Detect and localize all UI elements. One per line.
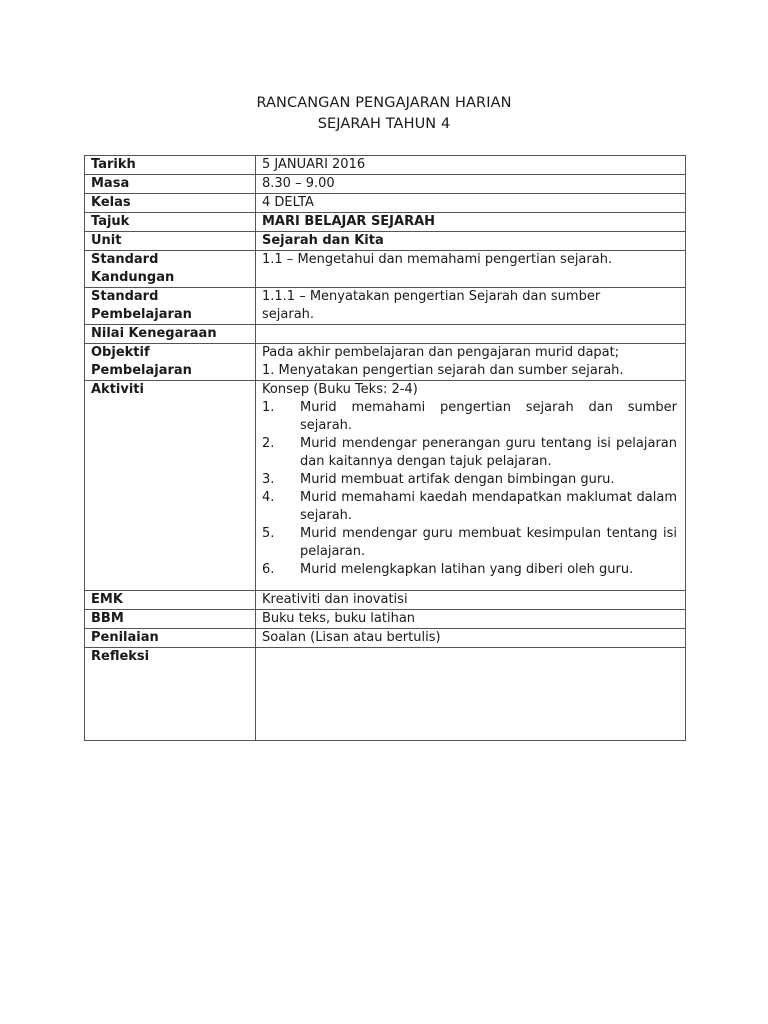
value-masa: 8.30 – 9.00 — [256, 175, 686, 194]
aktiviti-list — [262, 399, 679, 579]
document-title — [0, 93, 768, 135]
row-standard-kandungan — [85, 251, 686, 288]
row-nilai-kenegaraan — [85, 325, 686, 344]
list-item-number: 1. — [262, 400, 275, 415]
row-standard-pembelajaran — [85, 288, 686, 325]
list-item — [262, 399, 679, 435]
value-standard-kandungan: 1.1 – Mengetahui dan memahami pengertian sejarah. — [256, 251, 686, 288]
list-item-text: Murid membuat artifak dengan bimbingan guru. — [300, 472, 615, 487]
list-item — [262, 435, 679, 471]
label-standard-kandungan — [85, 251, 256, 288]
value-refleksi — [256, 648, 686, 741]
list-item-number: 5. — [262, 526, 275, 541]
label-standard-kandungan-line1: Standard — [91, 252, 159, 267]
label-standard-kandungan-line2: Kandungan — [91, 270, 175, 285]
value-objektif — [256, 344, 686, 381]
value-nilai-kenegaraan — [256, 325, 686, 344]
row-emk — [85, 591, 686, 610]
label-masa: Masa — [85, 175, 256, 194]
label-objektif — [85, 344, 256, 381]
label-objektif-line2: Pembelajaran — [91, 363, 192, 378]
label-standard-pembelajaran-line1: Standard — [91, 289, 159, 304]
row-refleksi — [85, 648, 686, 741]
row-objektif — [85, 344, 686, 381]
label-penilaian: Penilaian — [85, 629, 256, 648]
label-nilai-kenegaraan: Nilai Kenegaraan — [85, 325, 256, 344]
label-kelas: Kelas — [85, 194, 256, 213]
label-standard-pembelajaran-line2: Pembelajaran — [91, 307, 192, 322]
aktiviti-intro: Konsep (Buku Teks: 2-4) — [262, 382, 418, 397]
row-masa — [85, 175, 686, 194]
value-unit: Sejarah dan Kita — [256, 232, 686, 251]
row-tajuk — [85, 213, 686, 232]
list-item-text: Murid mendengar guru membuat kesimpulan tentang isi pelajaran. — [300, 526, 677, 559]
row-penilaian — [85, 629, 686, 648]
list-item-number: 2. — [262, 436, 275, 451]
value-kelas: 4 DELTA — [256, 194, 686, 213]
list-item-number: 3. — [262, 472, 275, 487]
list-item-number: 4. — [262, 490, 275, 505]
value-tajuk: MARI BELAJAR SEJARAH — [256, 213, 686, 232]
list-item — [262, 561, 679, 579]
list-item — [262, 489, 679, 525]
list-item-text: Murid memahami pengertian sejarah dan sumber sejarah. — [300, 400, 677, 433]
value-tarikh: 5 JANUARI 2016 — [256, 156, 686, 175]
row-bbm — [85, 610, 686, 629]
value-standard-pembelajaran — [256, 288, 686, 325]
objektif-intro: Pada akhir pembelajaran dan pengajaran murid dapat; — [262, 345, 620, 360]
value-aktiviti — [256, 381, 686, 591]
label-emk: EMK — [85, 591, 256, 610]
label-standard-pembelajaran — [85, 288, 256, 325]
list-item — [262, 525, 679, 561]
label-unit: Unit — [85, 232, 256, 251]
list-item — [262, 471, 679, 489]
list-item-text: Murid melengkapkan latihan yang diberi oleh guru. — [300, 562, 634, 577]
label-tajuk: Tajuk — [85, 213, 256, 232]
title-line-1: RANCANGAN PENGAJARAN HARIAN — [256, 95, 512, 111]
value-standard-pembelajaran-line1: 1.1.1 – Menyatakan pengertian Sejarah dan sumber — [262, 289, 601, 304]
list-item-number: 6. — [262, 562, 275, 577]
label-aktiviti: Aktiviti — [85, 381, 256, 591]
list-item-text: Murid mendengar penerangan guru tentang isi pelajaran dan kaitannya dengan tajuk pelajaran. — [300, 436, 677, 469]
label-bbm: BBM — [85, 610, 256, 629]
row-kelas — [85, 194, 686, 213]
list-item-text: Murid memahami kaedah mendapatkan maklumat dalam sejarah. — [300, 490, 677, 523]
row-tarikh — [85, 156, 686, 175]
row-aktiviti — [85, 381, 686, 591]
value-bbm: Buku teks, buku latihan — [256, 610, 686, 629]
label-refleksi: Refleksi — [85, 648, 256, 741]
value-emk: Kreativiti dan inovatisi — [256, 591, 686, 610]
title-line-2: SEJARAH TAHUN 4 — [317, 116, 451, 132]
label-tarikh: Tarikh — [85, 156, 256, 175]
value-standard-pembelajaran-line2: sejarah. — [262, 307, 315, 322]
row-unit — [85, 232, 686, 251]
label-objektif-line1: Objektif — [91, 345, 150, 360]
lesson-plan-table — [84, 155, 686, 741]
objektif-item: 1. Menyatakan pengertian sejarah dan sumber sejarah. — [262, 363, 624, 378]
value-penilaian: Soalan (Lisan atau bertulis) — [256, 629, 686, 648]
